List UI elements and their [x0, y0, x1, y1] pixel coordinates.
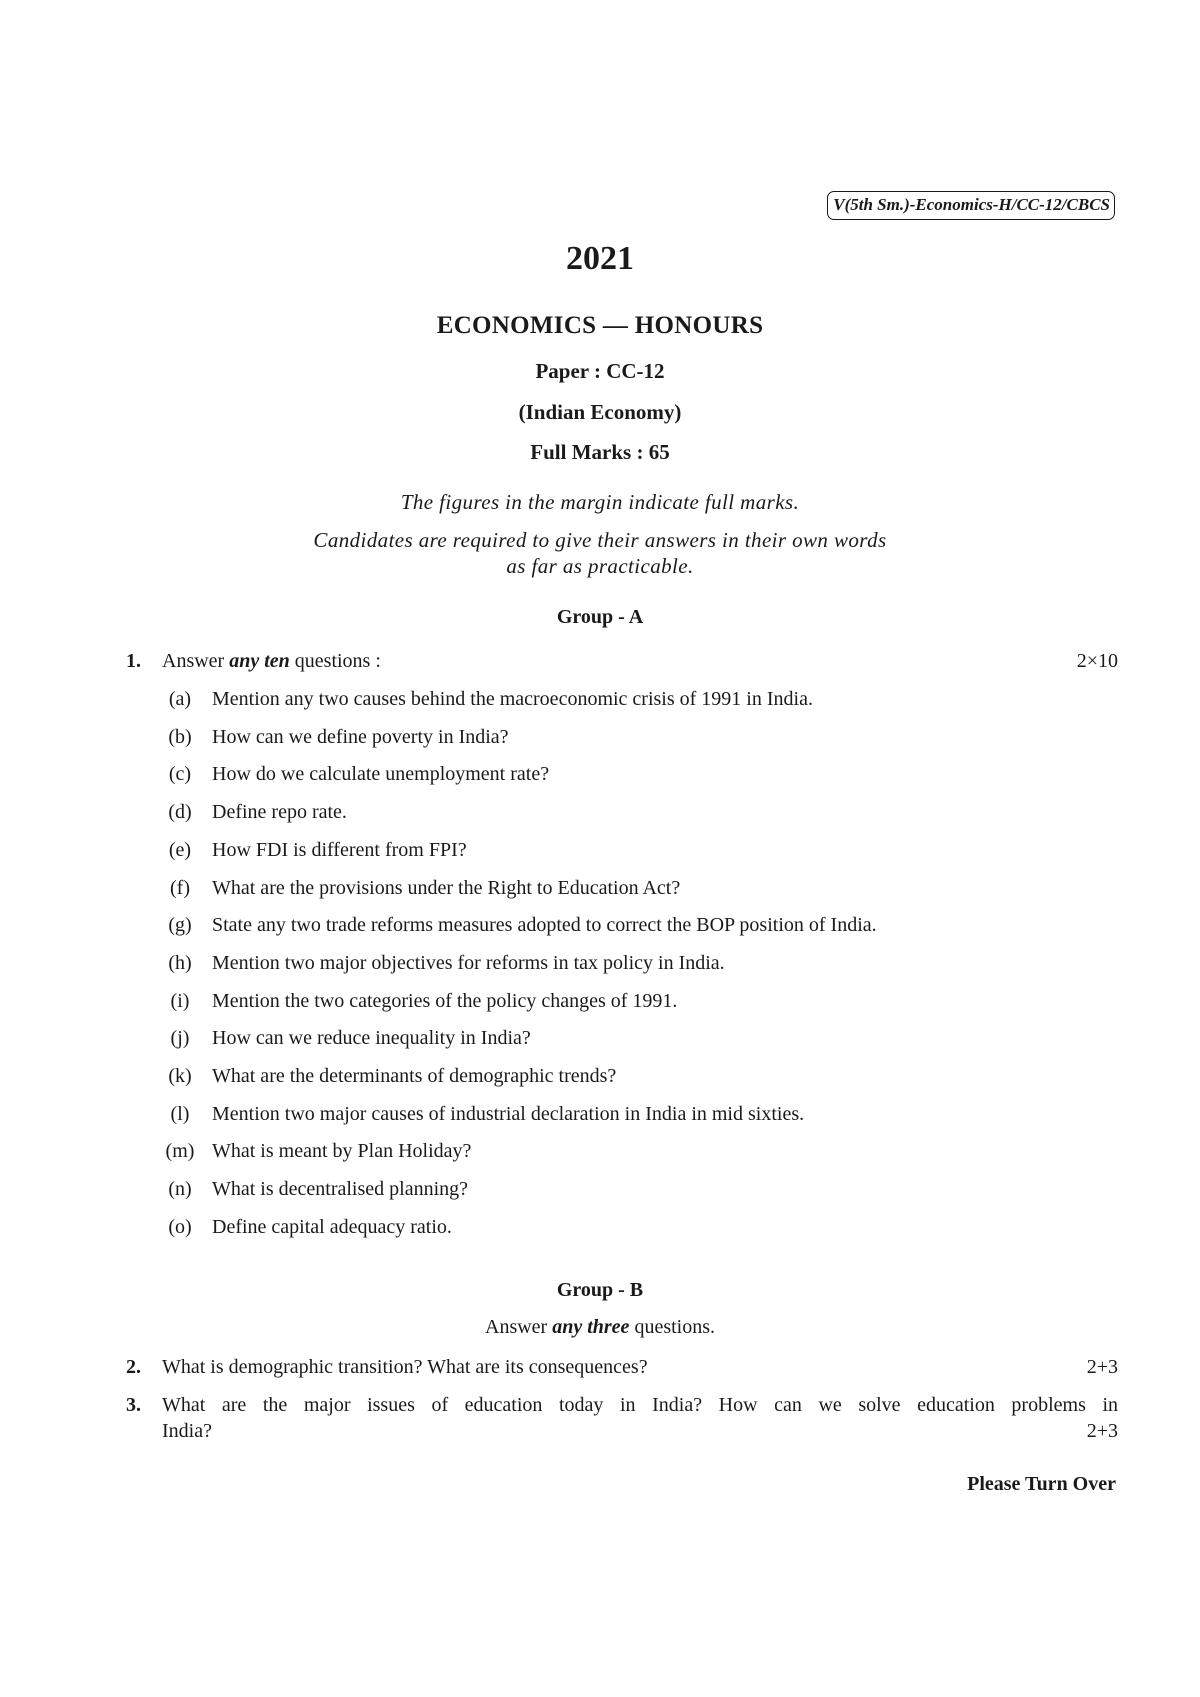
question-emphasis: any ten — [229, 650, 290, 672]
sub-question-label: (j) — [170, 1027, 190, 1049]
sub-question-text: Mention two major objectives for reforms in tax policy in India. — [212, 952, 725, 974]
question-text-line2: India? — [162, 1420, 212, 1442]
question-marks: 2×10 — [1076, 650, 1118, 672]
sub-question-text: State any two trade reforms measures adopted to correct the BOP position of India. — [212, 914, 877, 936]
sub-question-text: How FDI is different from FPI? — [212, 839, 467, 861]
sub-question-text: What is meant by Plan Holiday? — [212, 1140, 472, 1162]
question-marks: 2+3 — [1086, 1420, 1118, 1442]
sub-question-text: Mention two major causes of industrial declaration in India in mid sixties. — [212, 1103, 805, 1125]
sub-question-text: Define repo rate. — [212, 801, 347, 823]
question-text — [162, 648, 381, 674]
subject-title: ECONOMICS — HONOURS — [436, 312, 764, 339]
sub-question-label: (f) — [170, 877, 190, 899]
instruction-margin-marks: The figures in the margin indicate full marks. — [400, 490, 800, 514]
sub-question-label: (m) — [165, 1140, 195, 1162]
sub-question-label: (d) — [168, 801, 192, 823]
group-b-instruction — [0, 1316, 1200, 1339]
sub-question-label: (k) — [168, 1065, 192, 1087]
group-a-heading: Group - A — [556, 606, 644, 628]
paper-title: (Indian Economy) — [518, 400, 682, 424]
question-number: 1. — [126, 650, 141, 672]
sub-question-text: What are the provisions under the Right to Education Act? — [212, 877, 681, 899]
instruction-prefix: Answer — [485, 1316, 548, 1338]
exam-year: 2021 — [566, 240, 634, 277]
instruction-suffix: questions. — [634, 1316, 715, 1338]
sub-question-text: Mention the two categories of the policy changes of 1991. — [212, 990, 678, 1012]
sub-question-label: (c) — [168, 763, 192, 785]
sub-question-label: (h) — [168, 952, 192, 974]
paper-number: Paper : CC-12 — [535, 359, 665, 383]
paper-code-box: V(5th Sm.)-Economics-H/CC-12/CBCS — [827, 191, 1115, 220]
question-number: 3. — [126, 1394, 141, 1416]
instruction-emphasis: any three — [552, 1316, 630, 1338]
sub-question-label: (g) — [168, 914, 192, 936]
question-text: What is demographic transition? What are its consequences? — [162, 1356, 648, 1378]
sub-question-label: (l) — [170, 1103, 190, 1125]
question-marks: 2+3 — [1086, 1356, 1118, 1378]
full-marks: Full Marks : 65 — [530, 440, 670, 464]
sub-question-label: (o) — [168, 1216, 192, 1238]
sub-question-label: (a) — [168, 688, 192, 710]
sub-question-label: (n) — [168, 1178, 192, 1200]
sub-question-text: Define capital adequacy ratio. — [212, 1216, 452, 1238]
question-prefix: Answer — [162, 650, 225, 672]
sub-question-label: (e) — [168, 839, 192, 861]
please-turn-over: Please Turn Over — [967, 1473, 1116, 1495]
sub-question-label: (i) — [170, 990, 190, 1012]
sub-question-text: What is decentralised planning? — [212, 1178, 469, 1200]
question-text-line1: What are the major issues of education today in India? How can we solve education problems in — [162, 1394, 1118, 1416]
sub-question-text: Mention any two causes behind the macroeconomic crisis of 1991 in India. — [212, 688, 813, 710]
question-number: 2. — [126, 1356, 141, 1378]
sub-question-text: How do we calculate unemployment rate? — [212, 763, 550, 785]
sub-question-label: (b) — [168, 726, 192, 748]
instruction-own-words: Candidates are required to give their answers in their own words — [313, 528, 887, 552]
sub-question-text: How can we define poverty in India? — [212, 726, 509, 748]
sub-question-text: How can we reduce inequality in India? — [212, 1027, 531, 1049]
instruction-practicable: as far as practicable. — [506, 554, 694, 578]
sub-question-text: What are the determinants of demographic trends? — [212, 1065, 617, 1087]
group-b-heading: Group - B — [556, 1279, 644, 1301]
question-suffix: questions : — [294, 650, 381, 672]
